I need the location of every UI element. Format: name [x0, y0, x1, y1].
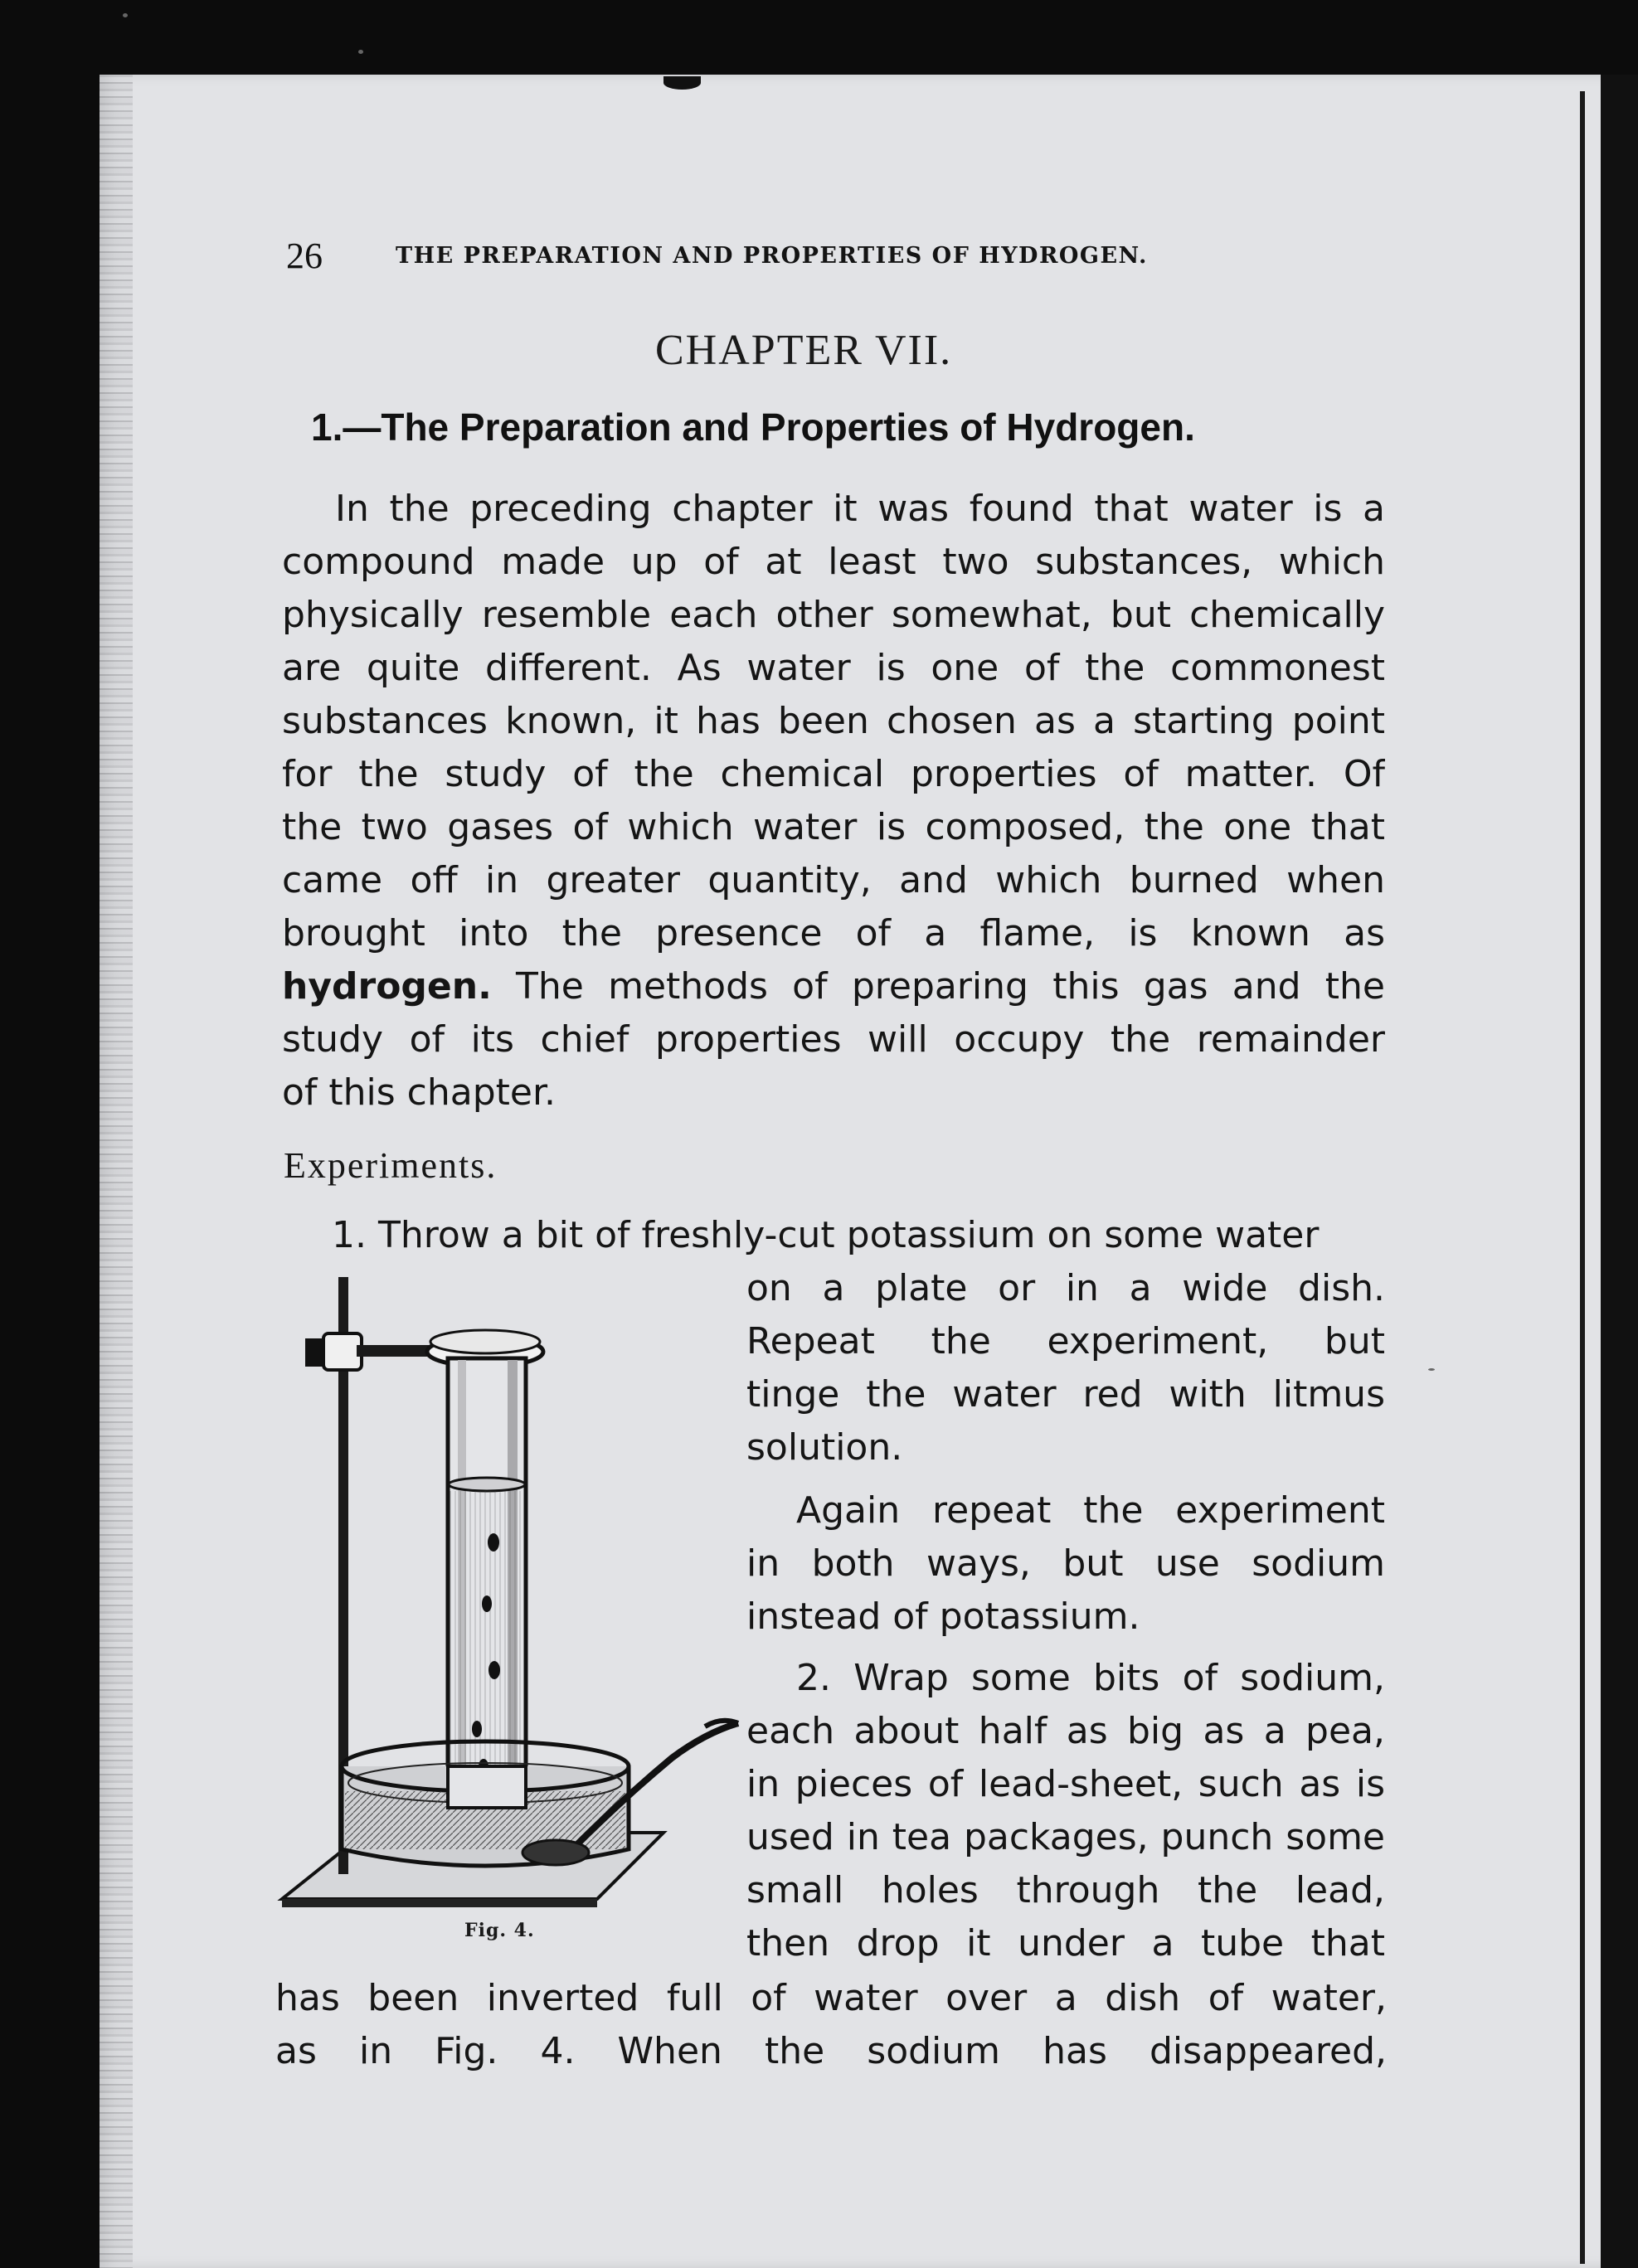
text-line: Again repeat the experiment — [796, 1489, 1385, 1532]
text-line: brought into the presence of a flame, is known as — [282, 912, 1385, 954]
text-line: came off in greater quantity, and which burned when — [282, 859, 1385, 901]
text-line: tinge the water red with litmus — [746, 1373, 1385, 1416]
chapter-heading: CHAPTER VII. — [655, 327, 953, 374]
intro-paragraph — [282, 483, 1385, 1119]
experiment-1-column — [746, 1262, 1385, 1474]
text-line: used in tea packages, punch some — [746, 1816, 1385, 1858]
text-line: instead of potassium. — [746, 1595, 1140, 1638]
text-line: has been inverted full of water over a dish of water, — [275, 1977, 1387, 2019]
text-line: substances known, it has been chosen as a starting point — [282, 700, 1385, 742]
figure-4-illustration — [274, 1269, 746, 1949]
page-number: 26 — [286, 236, 323, 276]
scan-speck — [123, 13, 128, 17]
page-edge-line — [1580, 91, 1585, 2264]
text-line — [282, 960, 1385, 1013]
text-line: in both ways, but use sodium — [746, 1542, 1385, 1585]
text-line: compound made up of at least two substances, which — [282, 541, 1385, 583]
text-line: Repeat the experiment, but — [746, 1320, 1385, 1362]
text-line: of this chapter. — [282, 1071, 556, 1114]
text-line: solution. — [746, 1426, 903, 1469]
text-line: the two gases of which water is composed, the one that — [282, 806, 1385, 848]
bold-term-hydrogen: hydrogen. — [282, 965, 492, 1008]
text-line: study of its chief properties will occupy the remainder — [282, 1018, 1385, 1061]
text-line: are quite different. As water is one of the commonest — [282, 647, 1385, 689]
running-head-title: THE PREPARATION AND PROPERTIES OF HYDROGEN. — [396, 243, 1148, 269]
experiment-2-continued — [275, 1972, 1387, 2078]
text-line: in pieces of lead-sheet, such as is — [746, 1763, 1385, 1805]
scan-speck — [358, 50, 363, 54]
text-line: small holes through the lead, — [746, 1869, 1385, 1911]
text-line: for the study of the chemical properties of matter. Of — [282, 753, 1385, 795]
text-line: on a plate or in a wide dish. — [746, 1267, 1385, 1309]
scan-border — [1601, 75, 1638, 2268]
text-line: In the preceding chapter it was found that water is a — [335, 488, 1385, 530]
section-title: 1.—The Preparation and Properties of Hydrogen. — [311, 406, 1195, 449]
text-line: 2. Wrap some bits of sodium, — [796, 1657, 1385, 1699]
text-line: each about half as big as a pea, — [746, 1710, 1385, 1752]
experiment-2-column — [746, 1652, 1385, 1970]
running-head — [286, 235, 1356, 274]
experiments-heading: Experiments. — [284, 1145, 498, 1186]
text-line: 1. Throw a bit of freshly-cut potassium on some water — [332, 1214, 1320, 1256]
text-line: as in Fig. 4. When the sodium has disappeared, — [275, 2030, 1387, 2072]
text-line: then drop it under a tube that — [746, 1922, 1385, 1964]
scan-speck — [1428, 1368, 1435, 1371]
experiment-1-first-line — [332, 1209, 1385, 1262]
inverted-tube-apparatus-icon — [274, 1269, 746, 1949]
text-fragment: The methods of preparing this gas and the — [516, 965, 1385, 1008]
text-line: physically resemble each other somewhat, but chemically — [282, 594, 1385, 636]
scan-mark — [663, 76, 701, 90]
figure-caption: Fig. 4. — [464, 1920, 535, 1941]
experiment-1-again — [746, 1484, 1385, 1644]
binding-gutter — [100, 75, 133, 2268]
